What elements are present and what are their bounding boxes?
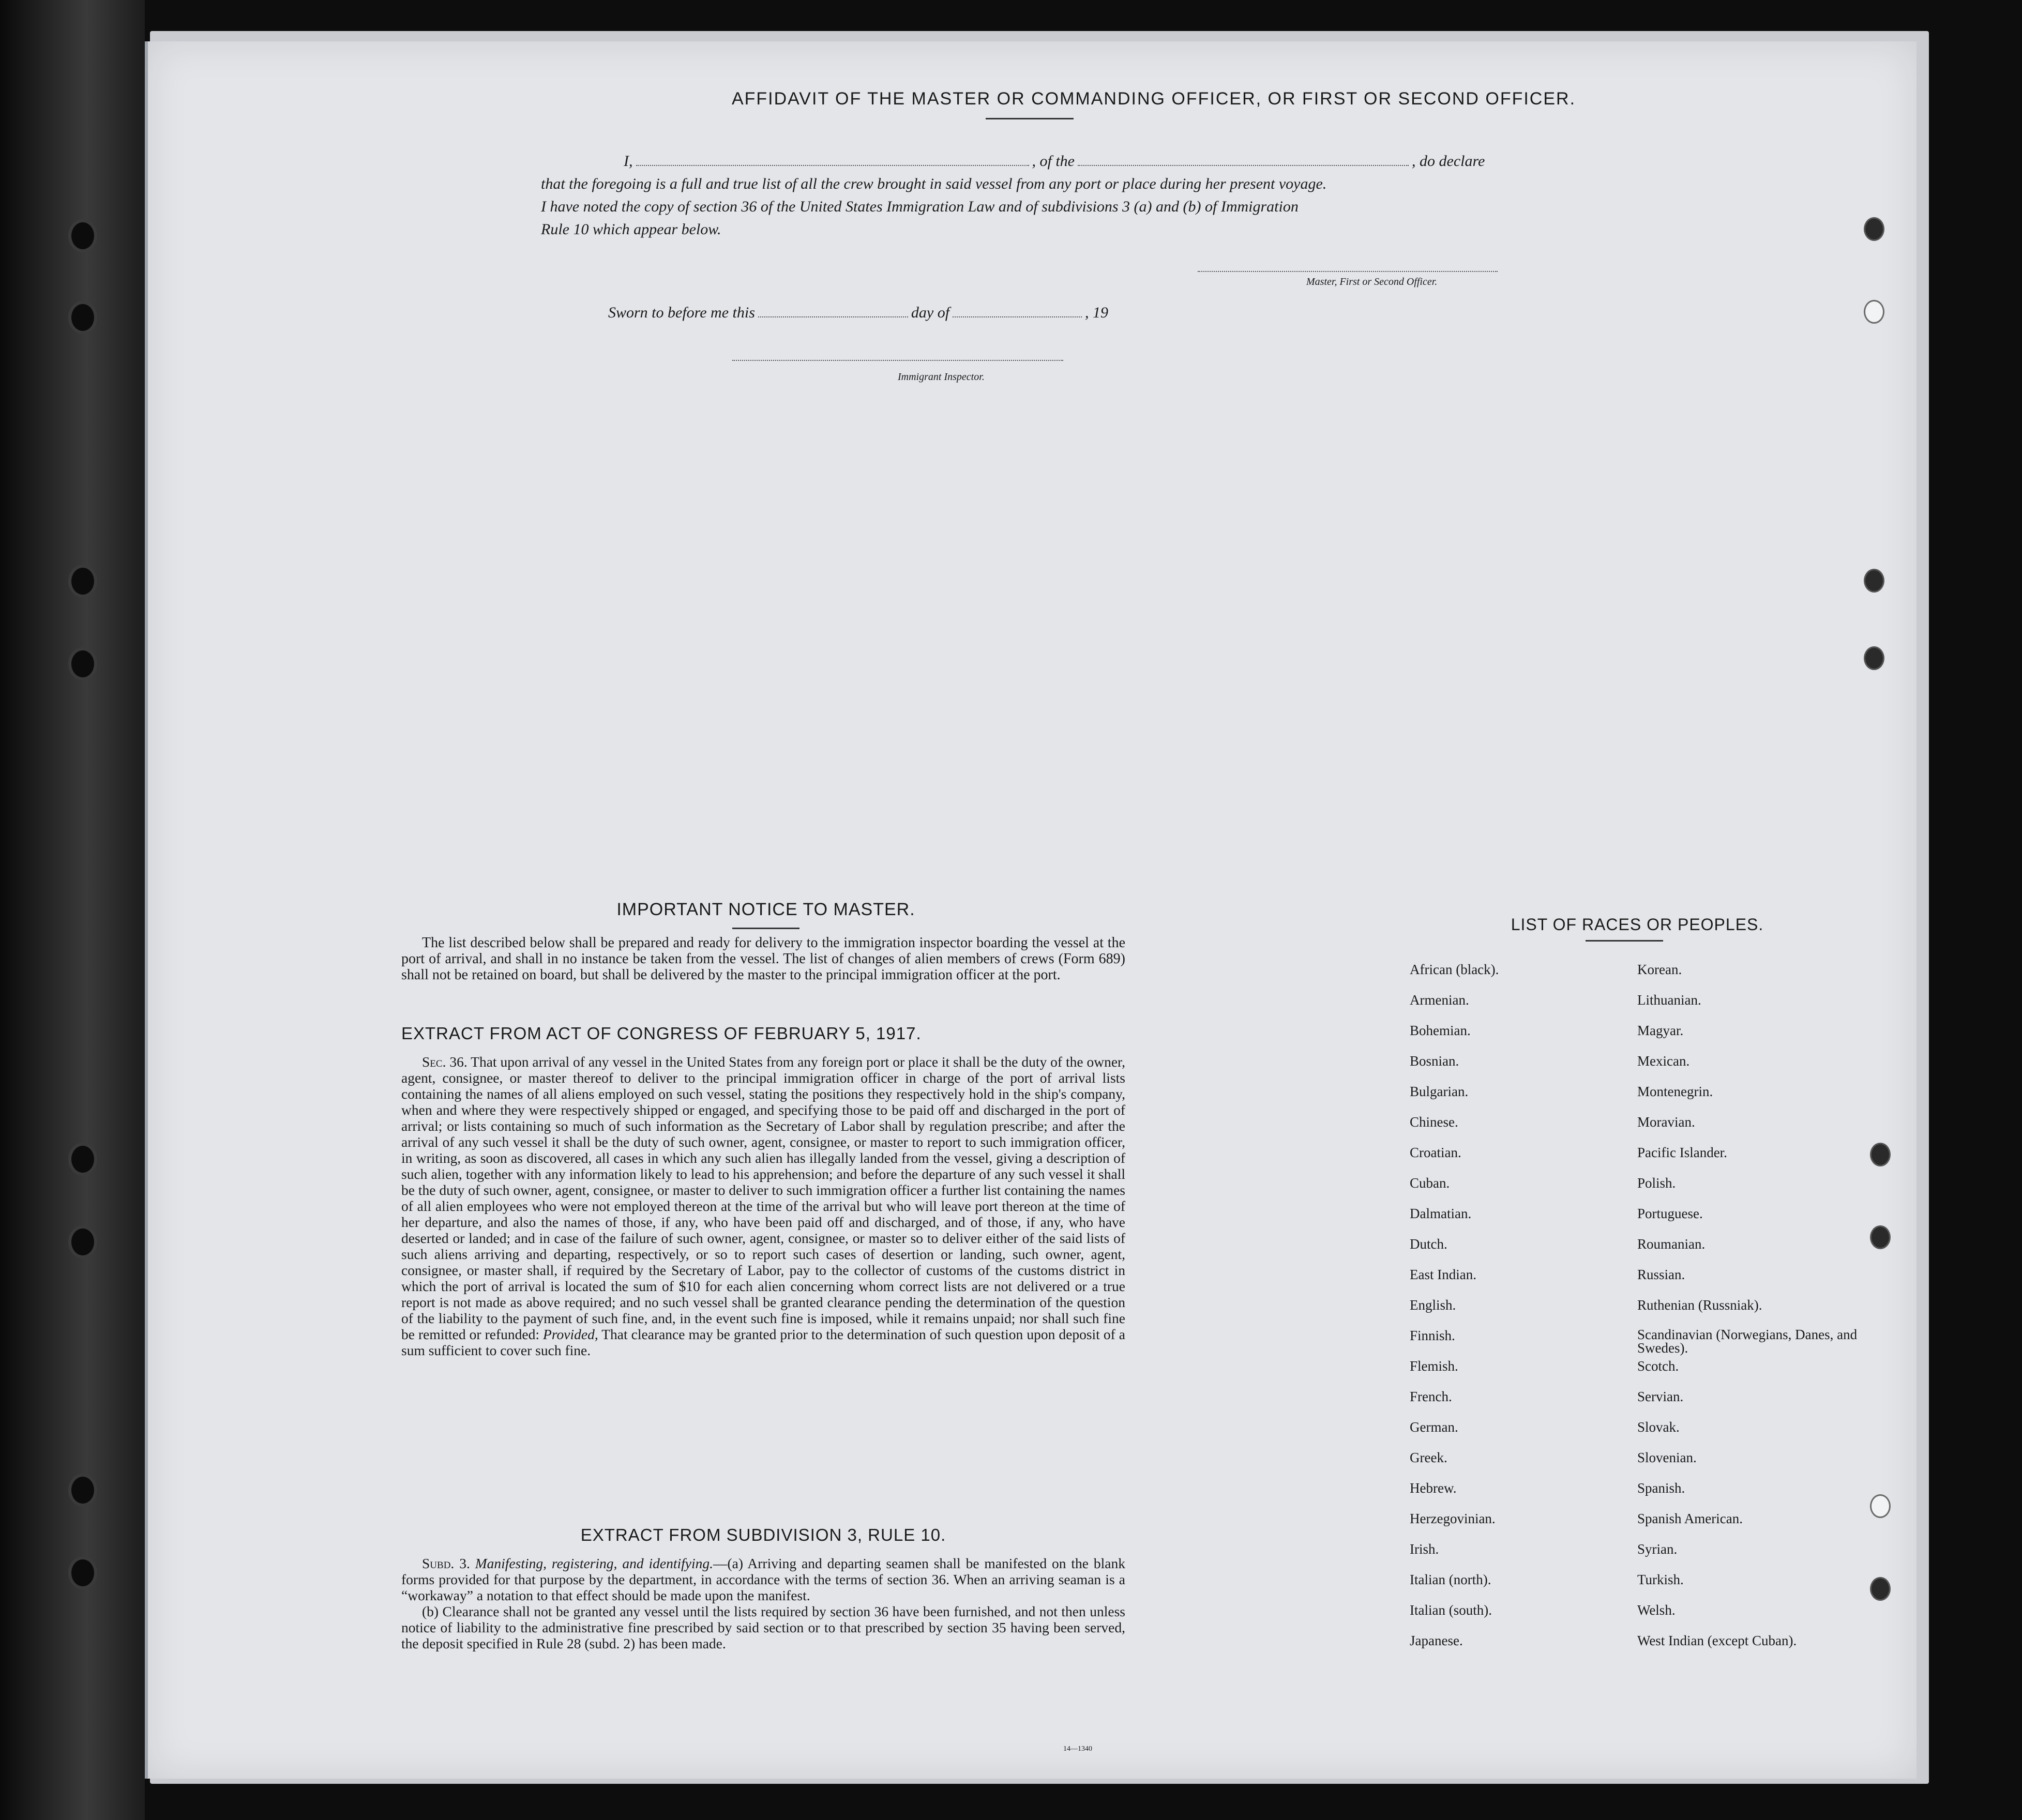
- vessel-prefix: , of the: [1032, 153, 1075, 170]
- punch-hole: [1864, 569, 1884, 593]
- sworn-month-field[interactable]: [953, 316, 1082, 317]
- binder-hole: [71, 568, 94, 595]
- year-prefix: , 19: [1085, 304, 1109, 321]
- act-extract-body: [401, 1054, 1125, 1358]
- race-item: Dutch.: [1410, 1236, 1447, 1252]
- punch-hole: [1864, 646, 1884, 670]
- race-item: Slovenian.: [1637, 1450, 1697, 1465]
- form-number: 14—1340: [1063, 1745, 1092, 1753]
- race-item: Flemish.: [1410, 1358, 1458, 1374]
- rule-extract-body: [401, 1555, 1125, 1651]
- master-signature-field[interactable]: [1198, 271, 1498, 272]
- race-item: Magyar.: [1637, 1023, 1684, 1038]
- declaration-text-line: that the foregoing is a full and true list of all the crew brought in said vessel from any port or place during her present voyage.: [541, 175, 1327, 192]
- declaration-text-line: Rule 10 which appear below.: [541, 221, 721, 238]
- race-item: Portuguese.: [1637, 1206, 1703, 1221]
- race-item: Scandinavian (Norwegians, Danes, and Swedes).: [1637, 1327, 1858, 1356]
- race-item: Italian (south).: [1410, 1602, 1492, 1618]
- race-item: Cuban.: [1410, 1175, 1450, 1191]
- race-item: Spanish.: [1637, 1480, 1685, 1496]
- race-item: Scotch.: [1637, 1358, 1679, 1374]
- race-item: Hebrew.: [1410, 1480, 1457, 1496]
- declaration-text-line: I have noted the copy of section 36 of the United States Immigration Law and of subdivisions 3 (a) and (b) of Immigration: [541, 198, 1299, 215]
- race-item: Korean.: [1637, 962, 1682, 977]
- notice-title: IMPORTANT NOTICE TO MASTER.: [616, 900, 915, 919]
- race-item: Mexican.: [1637, 1053, 1690, 1069]
- inspector-signature-field[interactable]: [732, 360, 1063, 361]
- master-signature-label: Master, First or Second Officer.: [1306, 276, 1438, 287]
- declaration-line: [541, 150, 1679, 173]
- race-item: Armenian.: [1410, 992, 1469, 1008]
- race-item: Bosnian.: [1410, 1053, 1459, 1069]
- race-item: German.: [1410, 1419, 1458, 1435]
- declare-suffix: , do declare: [1412, 153, 1485, 170]
- race-item: Slovak.: [1637, 1419, 1680, 1435]
- affidavit-body: [541, 150, 1679, 241]
- section-text: That upon arrival of any vessel in the United States from any foreign port or place it shall be the duty of the owner, agent, consignee, or master thereof to deliver to the principal immigration officer in charge of the port of arrival lists containing the names of all aliens employed on such vessel, stating the positions they respectively hold in the ship's company, when and where they were respectively shipped or engaged, and specifying those to be paid off and discharged in the port of arrival; or lists containing so much of such information as the Secretary of Labor shall by regulation prescribe; and after the arrival of any such vessel it shall be the duty of such owner, agent, consignee, or master to report to such immigration officer, in writing, as soon as discovered, all cases in which any such alien has illegally landed from the vessel, giving a description of such alien, together with any information likely to lead to his apprehension; and before the departure of any such vessel it shall be the duty of such owner, agent, consignee, or master to deliver to such immigration officer a further list containing the names of all alien employees who were not employed thereon at the time of the arrival but who will leave port thereon at the time of her departure, and also the names of those, if any, who have been paid off and discharged, and of those, if any, who have deserted or landed; and in case of the failure of such owner, agent, consignee, or master so to deliver either of the said lists of such aliens arriving and departing, respectively, or so to report such cases of desertion or landing, such owner, agent, consignee, or master shall, if required by the Secretary of Labor, pay to the collector of customs of the customs district in which the port of arrival is located the sum of $10 for each alien concerning whom correct lists are not delivered or a true report is not made as above required; and no such vessel shall be granted clearance pending the determination of the question of the liability to the payment of such fine, and, in the event such fine is imposed, while it remains unpaid; nor shall such fine be remitted or refunded:: [401, 1054, 1125, 1342]
- races-title: LIST OF RACES OR PEOPLES.: [1511, 915, 1764, 934]
- notice-divider: [732, 928, 799, 929]
- race-item: Montenegrin.: [1637, 1084, 1713, 1099]
- race-item: Syrian.: [1637, 1541, 1678, 1557]
- vessel-name-field[interactable]: [1078, 165, 1409, 166]
- race-item: West Indian (except Cuban).: [1637, 1633, 1797, 1648]
- race-item: Greek.: [1410, 1450, 1447, 1465]
- binder-hole: [71, 1146, 94, 1173]
- punch-hole: [1864, 300, 1884, 324]
- provided-word: Provided,: [543, 1326, 598, 1342]
- binder-hole: [71, 1559, 94, 1586]
- race-item: Chinese.: [1410, 1114, 1458, 1130]
- race-item: Polish.: [1637, 1175, 1676, 1191]
- paragraph-a-text: —(a) Arriving and departing seamen shall be manifested on the blank forms provided for that purpose by the department, in accordance with the terms of section 36. When an arriving seaman is a “workaway” a notation to that effect should be made upon the manifest.: [401, 1555, 1125, 1603]
- race-item: Pacific Islander.: [1637, 1145, 1727, 1160]
- race-item: Dalmatian.: [1410, 1206, 1472, 1221]
- day-of-text: day of: [911, 304, 950, 321]
- race-item: Russian.: [1637, 1267, 1685, 1282]
- section-text-end: That clearance may be granted prior to the determination of such question upon deposit of a sum sufficient to cover such fine.: [401, 1326, 1125, 1358]
- subdivision-heading: Manifesting, registering, and identifying.: [475, 1555, 713, 1571]
- race-item: French.: [1410, 1389, 1452, 1404]
- binder-hole: [71, 1228, 94, 1255]
- binder-hole: [71, 650, 94, 677]
- race-item: Finnish.: [1410, 1328, 1455, 1343]
- binder-hole: [71, 304, 94, 331]
- section-label: Sec. 36.: [422, 1054, 467, 1070]
- race-item: Spanish American.: [1637, 1511, 1743, 1526]
- race-item: Turkish.: [1637, 1572, 1684, 1587]
- race-item: Bohemian.: [1410, 1023, 1471, 1038]
- subdivision-label: Subd. 3.: [422, 1555, 470, 1571]
- race-item: African (black).: [1410, 962, 1499, 977]
- races-list: [1410, 962, 1875, 1663]
- title-divider: [986, 118, 1074, 119]
- race-item: Herzegovinian.: [1410, 1511, 1496, 1526]
- race-item: Welsh.: [1637, 1602, 1676, 1618]
- races-divider: [1586, 940, 1663, 942]
- race-item: Irish.: [1410, 1541, 1439, 1557]
- race-item: Ruthenian (Russniak).: [1637, 1297, 1762, 1313]
- manifest-page: [145, 41, 1917, 1779]
- binder-hole: [71, 1477, 94, 1504]
- race-item: Italian (north).: [1410, 1572, 1491, 1587]
- rule-extract-title: EXTRACT FROM SUBDIVISION 3, RULE 10.: [580, 1525, 946, 1544]
- declarant-name-field[interactable]: [636, 165, 1029, 166]
- race-item: Croatian.: [1410, 1145, 1461, 1160]
- paragraph-a: [401, 1555, 1125, 1603]
- race-item: Lithuanian.: [1637, 992, 1701, 1008]
- race-item: Bulgarian.: [1410, 1084, 1469, 1099]
- affidavit-title: AFFIDAVIT OF THE MASTER OR COMMANDING OFFICER, OR FIRST OR SECOND OFFICER.: [731, 89, 1576, 109]
- binder-strip: [0, 0, 145, 1820]
- paragraph-b: (b) Clearance shall not be granted any vessel until the lists required by section 36 have been furnished, and not then unless notice of liability to the administrative fine prescribed by said section or to that prescribed by section 35 having been served, the deposit specified in Rule 28 (subd. 2) has been made.: [401, 1603, 1125, 1651]
- punch-hole: [1864, 217, 1884, 241]
- race-item: English.: [1410, 1297, 1456, 1313]
- act-extract-title: EXTRACT FROM ACT OF CONGRESS OF FEBRUARY 5, 1917.: [401, 1024, 922, 1043]
- race-item: Moravian.: [1637, 1114, 1695, 1130]
- sworn-day-field[interactable]: [758, 316, 908, 317]
- declarant-prefix: I,: [624, 153, 633, 170]
- binder-hole: [71, 222, 94, 249]
- race-item: Servian.: [1637, 1389, 1684, 1404]
- inspector-label: Immigrant Inspector.: [898, 371, 985, 383]
- sworn-line: [608, 304, 1108, 322]
- race-item: East Indian.: [1410, 1267, 1476, 1282]
- race-item: Japanese.: [1410, 1633, 1463, 1648]
- sworn-text: Sworn to before me this: [608, 304, 755, 321]
- notice-body: The list described below shall be prepared and ready for delivery to the immigration inspector boarding the vessel at the port of arrival, and shall in no instance be taken from the vessel. The list of changes of alien members of crews (Form 689) shall not be retained on board, but shall be delivered by the master to the principal immigration officer at the port.: [401, 935, 1125, 983]
- race-item: Roumanian.: [1637, 1236, 1706, 1252]
